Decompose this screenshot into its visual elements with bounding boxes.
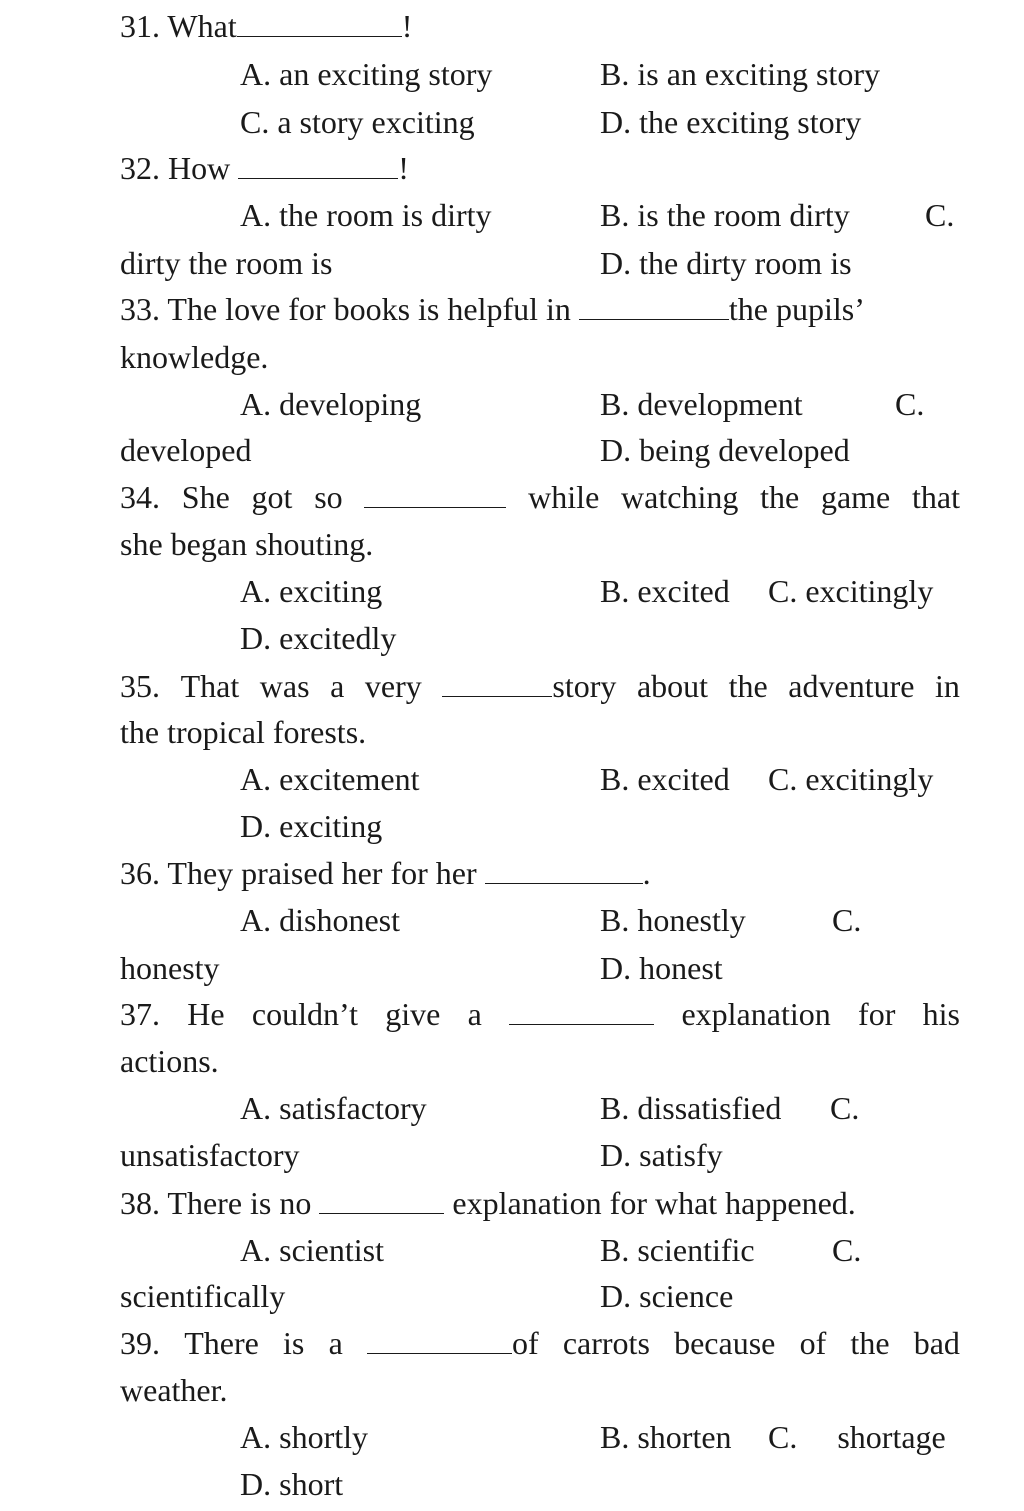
question-word: explanation (681, 996, 831, 1032)
question-word: couldn’t (251, 996, 358, 1032)
question-word: the (728, 668, 768, 704)
option-a[interactable]: A. excitement (240, 761, 420, 797)
option-c-text[interactable]: developed (120, 432, 252, 468)
option-b[interactable]: B. is the room dirty (600, 197, 850, 233)
option-c[interactable]: C. a story exciting (240, 104, 475, 140)
option-a[interactable]: A. satisfactory (240, 1090, 427, 1126)
question-text: What (167, 8, 237, 44)
question-number: 37. (120, 996, 160, 1032)
question-36-stem (120, 855, 651, 891)
option-b[interactable]: B. honestly (600, 902, 746, 938)
question-word: because (674, 1325, 776, 1361)
question-word: bad (913, 1325, 960, 1361)
question-continuation: the tropical forests. (120, 714, 367, 750)
question-text: How (168, 150, 231, 186)
question-word: was (259, 668, 310, 704)
question-word: in (935, 668, 960, 704)
question-word: watching (621, 479, 739, 515)
question-38-stem (120, 1185, 856, 1221)
option-c-label[interactable]: C. (832, 902, 862, 938)
question-word: He (187, 996, 225, 1032)
question-word: the (850, 1325, 890, 1361)
question-number: 33. (120, 291, 160, 327)
answer-blank[interactable] (367, 1325, 512, 1354)
question-31-stem (120, 8, 412, 44)
option-b[interactable]: B. development (600, 386, 803, 422)
question-word: story (552, 668, 617, 704)
option-c-text[interactable]: unsatisfactory (120, 1137, 300, 1173)
option-a[interactable]: A. shortly (240, 1419, 368, 1455)
question-34-stem (120, 479, 960, 515)
question-continuation: knowledge. (120, 339, 269, 375)
option-c[interactable]: C. excitingly (768, 573, 934, 609)
question-continuation: actions. (120, 1043, 219, 1079)
option-a[interactable]: A. the room is dirty (240, 197, 492, 233)
question-word: There (184, 1325, 259, 1361)
option-b-text: B. is an exciting story (600, 56, 880, 92)
question-text: . (642, 855, 651, 891)
question-word: a (467, 996, 482, 1032)
answer-blank[interactable] (509, 996, 654, 1025)
option-a[interactable]: A. an exciting story (240, 56, 493, 92)
question-number: 32. (120, 150, 160, 186)
option-c[interactable]: C. excitingly (768, 761, 934, 797)
option-d[interactable]: D. the exciting story (600, 104, 862, 140)
option-c-text: shortage (837, 1419, 946, 1455)
question-word: give (385, 996, 441, 1032)
question-word: got (251, 479, 293, 515)
option-d[interactable]: D. excitedly (240, 620, 397, 656)
question-word: very (364, 668, 422, 704)
option-b[interactable]: B. dissatisfied (600, 1090, 782, 1126)
question-37-stem (120, 996, 960, 1032)
option-c-text[interactable]: scientifically (120, 1278, 286, 1314)
question-word: the (760, 479, 800, 515)
question-word: about (636, 668, 709, 704)
answer-blank[interactable] (364, 479, 506, 508)
option-c-label[interactable]: C. (925, 197, 955, 233)
question-39-stem (120, 1325, 960, 1361)
question-word: of (799, 1325, 827, 1361)
question-number: 31. (120, 8, 160, 44)
option-b[interactable]: B. scientific (600, 1232, 755, 1268)
question-word: That (180, 668, 240, 704)
question-32-stem (120, 150, 409, 186)
question-number: 35. (120, 668, 160, 704)
option-a[interactable]: A. scientist (240, 1232, 384, 1268)
question-word: while (528, 479, 600, 515)
question-word: of (511, 1325, 539, 1361)
option-d[interactable]: D. satisfy (600, 1137, 723, 1173)
option-c-label: C. (768, 1419, 798, 1455)
question-text: They praised her for her (167, 855, 477, 891)
question-number: 39. (120, 1325, 160, 1361)
question-33-stem (120, 291, 865, 327)
question-text: There is no (167, 1185, 312, 1221)
option-b[interactable]: B. excited (600, 761, 730, 797)
question-word: for (858, 996, 896, 1032)
answer-blank[interactable] (238, 150, 398, 179)
question-number: 38. (120, 1185, 160, 1221)
option-c-text[interactable]: honesty (120, 950, 220, 986)
question-text: the pupils’ (728, 291, 865, 327)
option-a[interactable]: A. exciting (240, 573, 383, 609)
option-d[interactable]: D. honest (600, 950, 723, 986)
question-text: The love for books is helpful in (167, 291, 571, 327)
question-word: carrots (562, 1325, 650, 1361)
question-word: a (328, 1325, 343, 1361)
question-word: a (330, 668, 345, 704)
question-number: 34. (120, 479, 160, 515)
answer-blank[interactable] (579, 291, 729, 320)
question-word: game (820, 479, 891, 515)
question-35-stem (120, 668, 960, 704)
option-c-text[interactable]: dirty the room is (120, 245, 333, 281)
option-d[interactable]: D. being developed (600, 432, 850, 468)
option-d[interactable]: D. the dirty room is (600, 245, 852, 281)
option-c-label[interactable]: C. (895, 386, 925, 422)
option-c-label[interactable]: C. (832, 1232, 862, 1268)
question-text: ! (398, 150, 409, 186)
question-continuation: weather. (120, 1372, 228, 1408)
question-text: ! (401, 8, 413, 44)
option-a[interactable]: A. developing (240, 386, 422, 422)
question-word: She (181, 479, 230, 515)
option-b[interactable]: B. shorten (600, 1419, 732, 1455)
answer-blank[interactable] (319, 1185, 444, 1214)
answer-blank[interactable] (485, 855, 643, 884)
option-b[interactable] (600, 56, 960, 92)
question-word: adventure (788, 668, 915, 704)
question-word: his (922, 996, 960, 1032)
answer-blank[interactable] (442, 668, 552, 697)
question-number: 36. (120, 855, 160, 891)
answer-blank[interactable] (237, 8, 402, 37)
option-d[interactable]: D. science (600, 1278, 734, 1314)
question-word: that (912, 479, 960, 515)
option-c-label[interactable]: C. (830, 1090, 860, 1126)
option-d[interactable]: D. short (240, 1466, 344, 1502)
option-d[interactable]: D. exciting (240, 808, 383, 844)
question-word: so (314, 479, 343, 515)
question-continuation: she began shouting. (120, 526, 374, 562)
option-c[interactable] (768, 1419, 946, 1455)
option-a[interactable]: A. dishonest (240, 902, 400, 938)
question-text: explanation for what happened. (452, 1185, 856, 1221)
option-b[interactable]: B. excited (600, 573, 730, 609)
question-word: is (283, 1325, 305, 1361)
